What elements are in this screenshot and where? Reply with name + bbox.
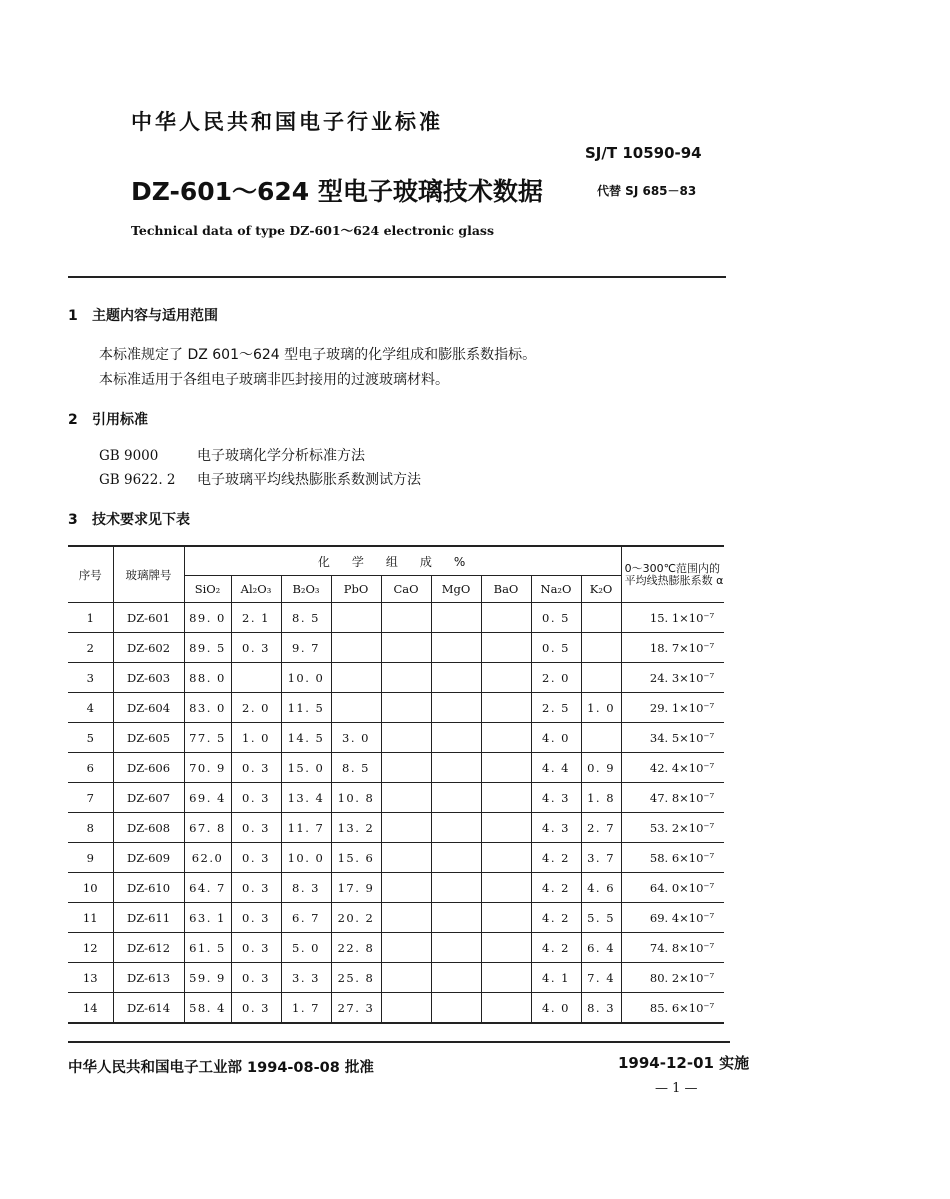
standard-name: 中华人民共和国电子行业标准 xyxy=(131,110,443,134)
cell-oxide-value xyxy=(431,753,481,783)
cell-oxide-value: 88. 0 xyxy=(184,663,231,693)
cell-oxide-value: 17. 9 xyxy=(331,873,381,903)
cell-oxide-value: 27. 3 xyxy=(331,993,381,1024)
col-header-oxide: K₂O xyxy=(581,576,621,603)
col-header-oxide: MgO xyxy=(431,576,481,603)
table-row xyxy=(68,993,724,1024)
cell-oxide-value: 77. 5 xyxy=(184,723,231,753)
cell-oxide-value: 0. 3 xyxy=(231,843,281,873)
cell-oxide-value: 2. 0 xyxy=(531,663,581,693)
col-header-oxide: CaO xyxy=(381,576,431,603)
cell-oxide-value xyxy=(481,603,531,633)
cell-oxide-value xyxy=(381,663,431,693)
cell-oxide-value: 0. 3 xyxy=(231,813,281,843)
cell-oxide-value xyxy=(431,783,481,813)
table-row xyxy=(68,963,724,993)
cell-oxide-value: 6. 4 xyxy=(581,933,621,963)
header-divider xyxy=(68,276,726,278)
cell-oxide-value: 64. 7 xyxy=(184,873,231,903)
cell-oxide-value: 8. 5 xyxy=(331,753,381,783)
cell-oxide-value: 59. 9 xyxy=(184,963,231,993)
replaces-note: 代替 SJ 685－83 xyxy=(597,184,697,198)
cell-oxide-value xyxy=(381,963,431,993)
cell-oxide-value: 10. 8 xyxy=(331,783,381,813)
cell-oxide-value: 0. 3 xyxy=(231,633,281,663)
col-header-brand: 玻璃牌号 xyxy=(113,546,184,603)
cell-brand: DZ-609 xyxy=(113,843,184,873)
cell-oxide-value: 0. 9 xyxy=(581,753,621,783)
cell-brand: DZ-604 xyxy=(113,693,184,723)
cell-oxide-value: 1. 0 xyxy=(231,723,281,753)
cell-seq: 1 xyxy=(68,603,113,633)
cell-expansion-coefficient: 74. 8×10⁻⁷ xyxy=(621,933,724,963)
cell-oxide-value xyxy=(381,873,431,903)
col-header-oxide: Na₂O xyxy=(531,576,581,603)
cell-oxide-value: 25. 8 xyxy=(331,963,381,993)
cell-oxide-value: 0. 5 xyxy=(531,633,581,663)
approval-note: 中华人民共和国电子工业部 1994-08-08 批准 xyxy=(68,1060,374,1076)
cell-oxide-value: 4. 3 xyxy=(531,813,581,843)
col-header-chemical-composition: 化学组成% xyxy=(184,546,621,576)
page-title: DZ-601～624 型电子玻璃技术数据 xyxy=(131,177,543,206)
cell-oxide-value: 4. 0 xyxy=(531,723,581,753)
table-row xyxy=(68,843,724,873)
cell-oxide-value: 0. 3 xyxy=(231,873,281,903)
cell-oxide-value xyxy=(381,813,431,843)
section-2-title: 引用标准 xyxy=(92,412,148,428)
cell-oxide-value xyxy=(481,963,531,993)
cell-oxide-value: 5. 5 xyxy=(581,903,621,933)
cell-brand: DZ-614 xyxy=(113,993,184,1024)
cell-seq: 4 xyxy=(68,693,113,723)
cell-oxide-value xyxy=(481,693,531,723)
table-row xyxy=(68,663,724,693)
cell-oxide-value xyxy=(431,663,481,693)
cell-oxide-value xyxy=(581,603,621,633)
section-1-para-1: 本标准规定了 DZ 601～624 型电子玻璃的化学组成和膨胀系数指标。 xyxy=(99,347,537,363)
table-row xyxy=(68,603,724,633)
cell-oxide-value: 67. 8 xyxy=(184,813,231,843)
cell-oxide-value xyxy=(481,903,531,933)
col-header-oxide: B₂O₃ xyxy=(281,576,331,603)
cell-oxide-value: 11. 5 xyxy=(281,693,331,723)
cell-seq: 9 xyxy=(68,843,113,873)
cell-oxide-value: 2. 0 xyxy=(231,693,281,723)
cell-oxide-value: 7. 4 xyxy=(581,963,621,993)
cell-oxide-value: 8. 3 xyxy=(581,993,621,1024)
cell-brand: DZ-605 xyxy=(113,723,184,753)
cell-expansion-coefficient: 58. 6×10⁻⁷ xyxy=(621,843,724,873)
cell-seq: 2 xyxy=(68,633,113,663)
table-row xyxy=(68,933,724,963)
cell-brand: DZ-611 xyxy=(113,903,184,933)
cell-oxide-value: 14. 5 xyxy=(281,723,331,753)
cell-oxide-value: 0. 3 xyxy=(231,933,281,963)
cell-oxide-value: 1. 0 xyxy=(581,693,621,723)
cell-oxide-value xyxy=(431,963,481,993)
reference-name: 电子玻璃化学分析标准方法 xyxy=(197,448,365,464)
cell-expansion-coefficient: 53. 2×10⁻⁷ xyxy=(621,813,724,843)
cell-brand: DZ-603 xyxy=(113,663,184,693)
cell-expansion-coefficient: 34. 5×10⁻⁷ xyxy=(621,723,724,753)
cell-expansion-coefficient: 47. 8×10⁻⁷ xyxy=(621,783,724,813)
cell-oxide-value xyxy=(431,723,481,753)
col-header-oxide: Al₂O₃ xyxy=(231,576,281,603)
cell-brand: DZ-610 xyxy=(113,873,184,903)
col-header-oxide: BaO xyxy=(481,576,531,603)
cell-seq: 7 xyxy=(68,783,113,813)
cell-oxide-value: 8. 5 xyxy=(281,603,331,633)
cell-oxide-value: 6. 7 xyxy=(281,903,331,933)
cell-oxide-value: 4. 4 xyxy=(531,753,581,783)
cell-seq: 11 xyxy=(68,903,113,933)
cell-oxide-value xyxy=(481,633,531,663)
cell-oxide-value xyxy=(381,723,431,753)
reference-item xyxy=(99,469,421,489)
cell-seq: 12 xyxy=(68,933,113,963)
cell-oxide-value: 70. 9 xyxy=(184,753,231,783)
section-1-para-2: 本标准适用于各组电子玻璃非匹封接用的过渡玻璃材料。 xyxy=(99,372,449,388)
cell-expansion-coefficient: 64. 0×10⁻⁷ xyxy=(621,873,724,903)
section-1-title: 主题内容与适用范围 xyxy=(92,308,218,324)
col-header-oxide: SiO₂ xyxy=(184,576,231,603)
table-row xyxy=(68,813,724,843)
cell-oxide-value xyxy=(481,933,531,963)
cell-oxide-value xyxy=(581,663,621,693)
cell-oxide-value: 83. 0 xyxy=(184,693,231,723)
cell-oxide-value: 22. 8 xyxy=(331,933,381,963)
cell-oxide-value: 3. 7 xyxy=(581,843,621,873)
cell-oxide-value xyxy=(431,993,481,1024)
cell-oxide-value xyxy=(431,843,481,873)
cell-oxide-value xyxy=(331,633,381,663)
cell-oxide-value: 3. 0 xyxy=(331,723,381,753)
cell-oxide-value: 61. 5 xyxy=(184,933,231,963)
implementation-date: 1994-12-01 实施 xyxy=(618,1054,750,1072)
cell-seq: 3 xyxy=(68,663,113,693)
cell-oxide-value: 89. 5 xyxy=(184,633,231,663)
reference-code: GB 9000 xyxy=(99,448,159,464)
cell-oxide-value: 10. 0 xyxy=(281,663,331,693)
cell-oxide-value: 0. 3 xyxy=(231,783,281,813)
cell-oxide-value: 1. 7 xyxy=(281,993,331,1024)
cell-oxide-value: 4. 0 xyxy=(531,993,581,1024)
reference-name: 电子玻璃平均线热膨胀系数测试方法 xyxy=(197,472,421,488)
cell-expansion-coefficient: 85. 6×10⁻⁷ xyxy=(621,993,724,1024)
cell-oxide-value xyxy=(431,693,481,723)
cell-oxide-value xyxy=(481,993,531,1024)
cell-oxide-value xyxy=(331,693,381,723)
cell-oxide-value xyxy=(381,903,431,933)
cell-oxide-value: 10. 0 xyxy=(281,843,331,873)
cell-oxide-value xyxy=(481,783,531,813)
cell-oxide-value xyxy=(331,603,381,633)
section-3-title: 技术要求见下表 xyxy=(92,512,190,528)
table-row xyxy=(68,873,724,903)
reference-item xyxy=(99,445,365,465)
cell-oxide-value xyxy=(381,783,431,813)
cell-oxide-value xyxy=(431,633,481,663)
cell-expansion-coefficient: 69. 4×10⁻⁷ xyxy=(621,903,724,933)
cell-expansion-coefficient: 15. 1×10⁻⁷ xyxy=(621,603,724,633)
section-3-heading xyxy=(68,509,190,529)
cell-oxide-value: 13. 2 xyxy=(331,813,381,843)
table-row xyxy=(68,693,724,723)
cell-oxide-value: 63. 1 xyxy=(184,903,231,933)
cell-oxide-value: 2. 7 xyxy=(581,813,621,843)
cell-oxide-value: 0. 3 xyxy=(231,963,281,993)
cell-brand: DZ-602 xyxy=(113,633,184,663)
table-row xyxy=(68,723,724,753)
cell-oxide-value xyxy=(481,813,531,843)
cell-oxide-value: 4. 2 xyxy=(531,843,581,873)
cell-oxide-value: 62.0 xyxy=(184,843,231,873)
cell-oxide-value xyxy=(381,693,431,723)
standard-code: SJ/T 10590-94 xyxy=(585,144,702,162)
section-2-number: 2 xyxy=(68,412,78,428)
section-1-heading xyxy=(68,305,218,325)
cell-oxide-value xyxy=(431,873,481,903)
cell-expansion-coefficient: 24. 3×10⁻⁷ xyxy=(621,663,724,693)
cell-brand: DZ-608 xyxy=(113,813,184,843)
cell-oxide-value xyxy=(231,663,281,693)
cell-brand: DZ-601 xyxy=(113,603,184,633)
reference-code: GB 9622. 2 xyxy=(99,472,176,488)
cell-oxide-value: 0. 5 xyxy=(531,603,581,633)
cell-oxide-value: 15. 0 xyxy=(281,753,331,783)
cell-seq: 8 xyxy=(68,813,113,843)
cell-oxide-value xyxy=(581,633,621,663)
cell-brand: DZ-612 xyxy=(113,933,184,963)
cell-oxide-value: 58. 4 xyxy=(184,993,231,1024)
cell-oxide-value xyxy=(381,753,431,783)
english-subtitle: Technical data of type DZ-601～624 electronic glass xyxy=(131,223,494,238)
cell-oxide-value: 4. 2 xyxy=(531,933,581,963)
cell-brand: DZ-607 xyxy=(113,783,184,813)
cell-oxide-value: 4. 6 xyxy=(581,873,621,903)
cell-oxide-value xyxy=(481,843,531,873)
composition-table xyxy=(68,545,724,1024)
cell-seq: 5 xyxy=(68,723,113,753)
cell-expansion-coefficient: 29. 1×10⁻⁷ xyxy=(621,693,724,723)
cell-oxide-value: 3. 3 xyxy=(281,963,331,993)
table-row xyxy=(68,783,724,813)
cell-oxide-value: 11. 7 xyxy=(281,813,331,843)
cell-oxide-value: 5. 0 xyxy=(281,933,331,963)
cell-oxide-value: 0. 3 xyxy=(231,903,281,933)
cell-oxide-value xyxy=(481,723,531,753)
cell-oxide-value xyxy=(481,873,531,903)
cell-oxide-value xyxy=(481,663,531,693)
cell-expansion-coefficient: 80. 2×10⁻⁷ xyxy=(621,963,724,993)
cell-oxide-value xyxy=(431,933,481,963)
col-header-seq: 序号 xyxy=(68,546,113,603)
cell-seq: 6 xyxy=(68,753,113,783)
cell-brand: DZ-606 xyxy=(113,753,184,783)
cell-seq: 13 xyxy=(68,963,113,993)
cell-oxide-value xyxy=(381,843,431,873)
col-header-oxide: PbO xyxy=(331,576,381,603)
cell-oxide-value xyxy=(431,813,481,843)
cell-oxide-value: 13. 4 xyxy=(281,783,331,813)
cell-oxide-value xyxy=(381,933,431,963)
section-2-heading xyxy=(68,409,148,429)
cell-oxide-value: 20. 2 xyxy=(331,903,381,933)
cell-oxide-value: 2. 1 xyxy=(231,603,281,633)
cell-oxide-value xyxy=(381,633,431,663)
col-header-expansion-coefficient: 0～300℃范围内的平均线热膨胀系数 α xyxy=(621,546,724,603)
cell-oxide-value: 4. 1 xyxy=(531,963,581,993)
table-row xyxy=(68,633,724,663)
cell-oxide-value: 0. 3 xyxy=(231,993,281,1024)
table-row xyxy=(68,903,724,933)
cell-oxide-value xyxy=(381,603,431,633)
cell-oxide-value xyxy=(431,603,481,633)
cell-oxide-value: 9. 7 xyxy=(281,633,331,663)
cell-oxide-value xyxy=(481,753,531,783)
cell-oxide-value: 4. 2 xyxy=(531,903,581,933)
cell-seq: 10 xyxy=(68,873,113,903)
page-number: — 1 — xyxy=(655,1081,698,1096)
cell-oxide-value xyxy=(381,993,431,1024)
cell-seq: 14 xyxy=(68,993,113,1024)
cell-oxide-value: 4. 3 xyxy=(531,783,581,813)
cell-oxide-value: 2. 5 xyxy=(531,693,581,723)
cell-oxide-value: 4. 2 xyxy=(531,873,581,903)
cell-oxide-value: 1. 8 xyxy=(581,783,621,813)
cell-expansion-coefficient: 18. 7×10⁻⁷ xyxy=(621,633,724,663)
table-row xyxy=(68,753,724,783)
cell-oxide-value xyxy=(431,903,481,933)
cell-oxide-value: 69. 4 xyxy=(184,783,231,813)
cell-oxide-value: 0. 3 xyxy=(231,753,281,783)
cell-oxide-value xyxy=(581,723,621,753)
section-1-number: 1 xyxy=(68,308,78,324)
section-3-number: 3 xyxy=(68,512,78,528)
footer-divider xyxy=(68,1041,730,1043)
cell-oxide-value: 15. 6 xyxy=(331,843,381,873)
cell-oxide-value: 89. 0 xyxy=(184,603,231,633)
cell-brand: DZ-613 xyxy=(113,963,184,993)
cell-oxide-value: 8. 3 xyxy=(281,873,331,903)
cell-oxide-value xyxy=(331,663,381,693)
cell-expansion-coefficient: 42. 4×10⁻⁷ xyxy=(621,753,724,783)
